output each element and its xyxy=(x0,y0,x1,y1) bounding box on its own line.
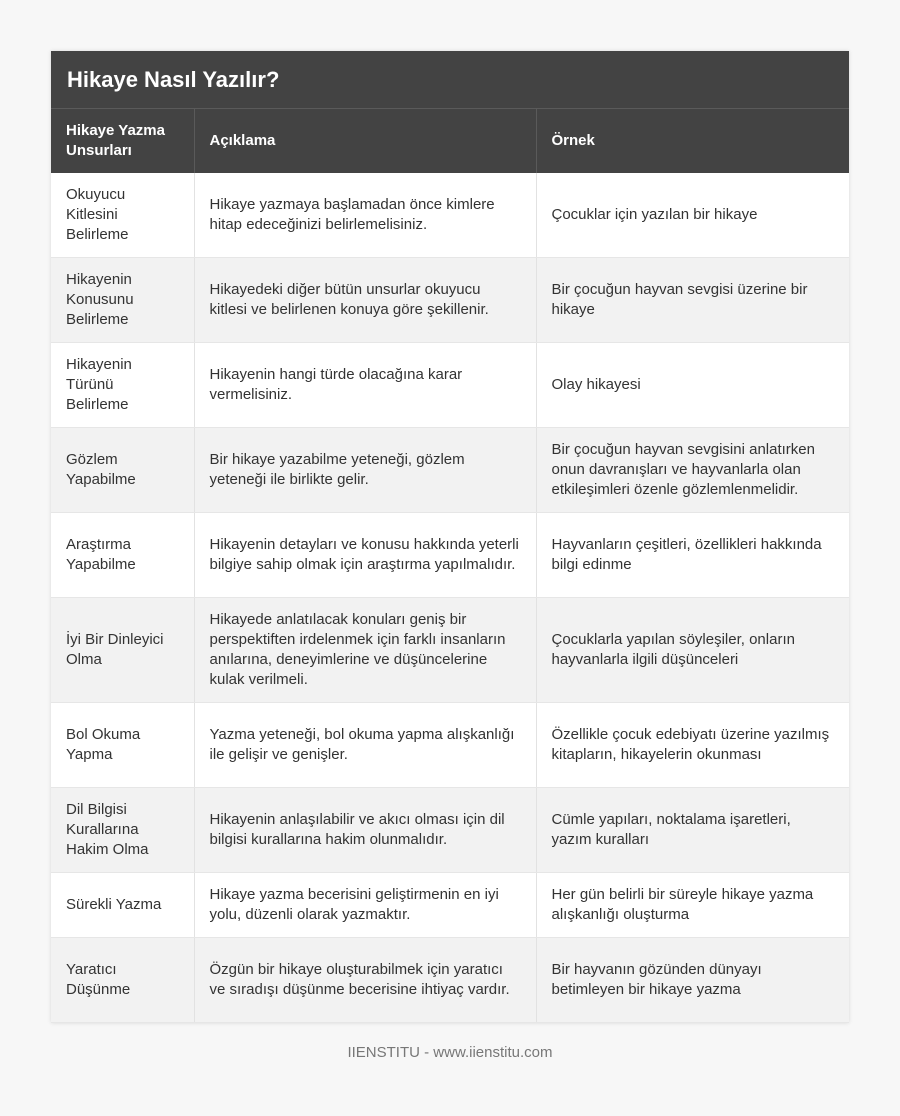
cell-example: Özellikle çocuk edebiyatı üzerine yazılmış kitapların, hikayelerin okunması xyxy=(536,703,849,788)
cell-example: Olay hikayesi xyxy=(536,343,849,428)
cell-element: Gözlem Yapabilme xyxy=(51,428,194,513)
cell-description: Yazma yeteneği, bol okuma yapma alışkanlığı ile gelişir ve genişler. xyxy=(194,703,536,788)
cell-element: Yaratıcı Düşünme xyxy=(51,938,194,1023)
cell-description: Bir hikaye yazabilme yeteneği, gözlem yeteneği ile birlikte gelir. xyxy=(194,428,536,513)
table-row xyxy=(51,513,849,598)
table-row xyxy=(51,703,849,788)
table-row xyxy=(51,873,849,938)
cell-example: Bir çocuğun hayvan sevgisi üzerine bir hikaye xyxy=(536,258,849,343)
cell-description: Hikayenin detayları ve konusu hakkında yeterli bilgiye sahip olmak için araştırma yapılmalıdır. xyxy=(194,513,536,598)
header-row xyxy=(51,109,849,173)
table-card xyxy=(51,51,849,1023)
table-row xyxy=(51,343,849,428)
cell-description: Hikayedeki diğer bütün unsurlar okuyucu kitlesi ve belirlenen konuya göre şekillenir. xyxy=(194,258,536,343)
cell-description: Özgün bir hikaye oluşturabilmek için yaratıcı ve sıradışı düşünme becerisine ihtiyaç vardır. xyxy=(194,938,536,1023)
table-row xyxy=(51,788,849,873)
cell-element: Bol Okuma Yapma xyxy=(51,703,194,788)
cell-example: Hayvanların çeşitleri, özellikleri hakkında bilgi edinme xyxy=(536,513,849,598)
table-row xyxy=(51,173,849,258)
cell-element: Hikayenin Konusunu Belirleme xyxy=(51,258,194,343)
cell-example: Çocuklarla yapılan söyleşiler, onların hayvanlarla ilgili düşünceleri xyxy=(536,598,849,703)
header-description: Açıklama xyxy=(194,109,536,173)
table-row xyxy=(51,428,849,513)
table-row xyxy=(51,598,849,703)
cell-element: Hikayenin Türünü Belirleme xyxy=(51,343,194,428)
cell-element: Sürekli Yazma xyxy=(51,873,194,938)
cell-element: Araştırma Yapabilme xyxy=(51,513,194,598)
cell-element: Dil Bilgisi Kurallarına Hakim Olma xyxy=(51,788,194,873)
cell-example: Bir hayvanın gözünden dünyayı betimleyen bir hikaye yazma xyxy=(536,938,849,1023)
cell-example: Bir çocuğun hayvan sevgisini anlatırken onun davranışları ve hayvanlarla olan etkileşimleri özenle gözlemlenmelidir. xyxy=(536,428,849,513)
cell-element: İyi Bir Dinleyici Olma xyxy=(51,598,194,703)
header-element: Hikaye Yazma Unsurları xyxy=(51,109,194,173)
table-title: Hikaye Nasıl Yazılır? xyxy=(51,51,849,109)
cell-description: Hikayenin hangi türde olacağına karar vermelisiniz. xyxy=(194,343,536,428)
table-row xyxy=(51,938,849,1023)
table-row xyxy=(51,258,849,343)
footer-credit: IIENSTITU - www.iienstitu.com xyxy=(347,1044,553,1061)
header-example: Örnek xyxy=(536,109,849,173)
cell-example: Cümle yapıları, noktalama işaretleri, yazım kuralları xyxy=(536,788,849,873)
story-elements-table xyxy=(51,109,849,1023)
cell-description: Hikayede anlatılacak konuları geniş bir perspektiften irdelenmek için farklı insanların anılarına, deneyimlerine ve düşüncelerine kulak verilmeli. xyxy=(194,598,536,703)
cell-example: Her gün belirli bir süreyle hikaye yazma alışkanlığı oluşturma xyxy=(536,873,849,938)
cell-description: Hikayenin anlaşılabilir ve akıcı olması için dil bilgisi kurallarına hakim olunmalıdır. xyxy=(194,788,536,873)
cell-element: Okuyucu Kitlesini Belirleme xyxy=(51,173,194,258)
cell-example: Çocuklar için yazılan bir hikaye xyxy=(536,173,849,258)
cell-description: Hikaye yazmaya başlamadan önce kimlere hitap edeceğinizi belirlemelisiniz. xyxy=(194,173,536,258)
cell-description: Hikaye yazma becerisini geliştirmenin en iyi yolu, düzenli olarak yazmaktır. xyxy=(194,873,536,938)
